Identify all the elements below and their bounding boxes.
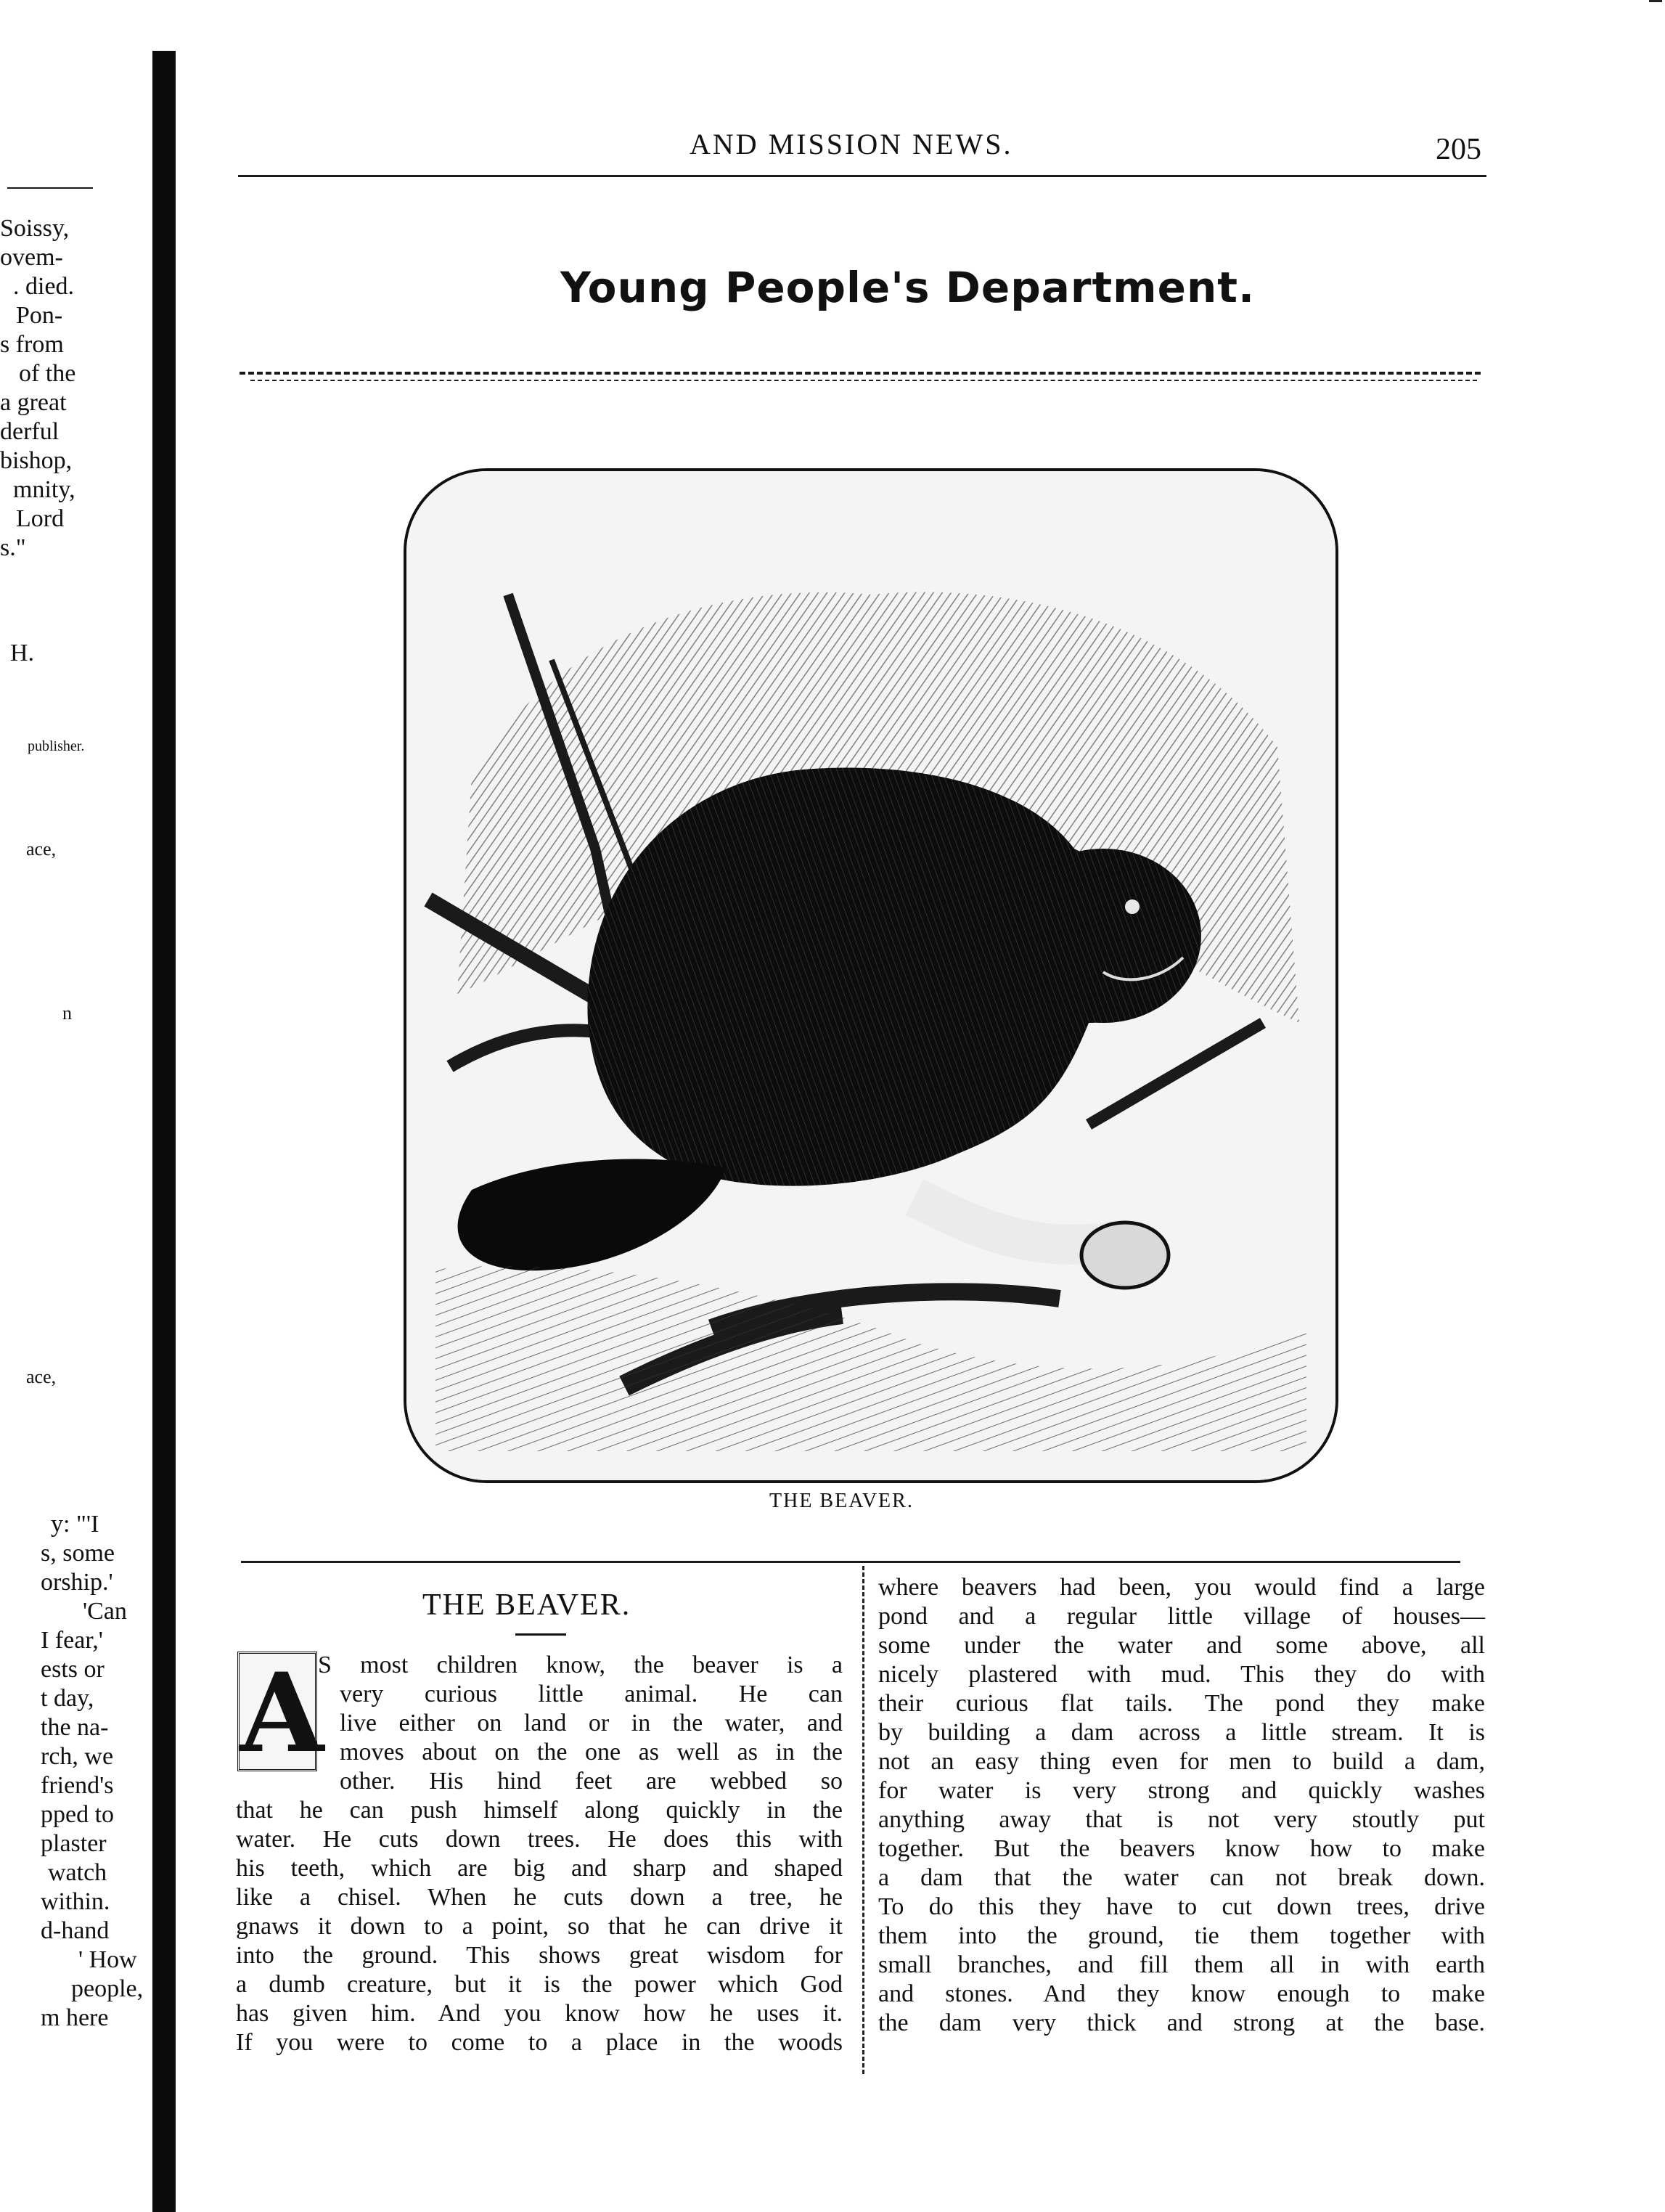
margin-line: a great <box>0 389 67 416</box>
column-divider <box>862 1566 864 2074</box>
margin-top-fragments <box>0 214 174 563</box>
heading-dash <box>515 1633 566 1636</box>
margin-line: people, <box>71 1975 144 2002</box>
margin-publisher: publisher. <box>28 738 85 754</box>
margin-line: . died. <box>13 273 75 300</box>
text-line: small branches, and fill them all in with earth <box>878 1951 1485 1978</box>
margin-line: Pon- <box>16 302 63 329</box>
margin-line: of the <box>19 360 76 387</box>
drop-cap: A <box>237 1652 317 1771</box>
margin-line: orship.' <box>41 1569 113 1596</box>
title-dashed-rule-1 <box>240 372 1481 375</box>
text-line: that he can push himself along quickly in the <box>236 1797 843 1824</box>
title-dashed-rule-2 <box>250 380 1477 381</box>
margin-line: bishop, <box>0 447 73 474</box>
margin-line: t day, <box>41 1685 94 1712</box>
text-line: the dam very thick and strong at the base. <box>878 2009 1485 2036</box>
page-edge-mark <box>1649 0 1662 2</box>
running-head: AND MISSION NEWS. <box>690 128 1013 160</box>
text-line: very curious little animal. He can <box>340 1681 843 1707</box>
text-line: for water is very strong and quickly washes <box>878 1777 1485 1804</box>
text-line: a dumb creature, but it is the power which God <box>236 1971 843 1998</box>
beaver-engraving <box>404 468 1338 1483</box>
text-line: has given him. And you know how he uses it. <box>236 2000 843 2027</box>
text-line: anything away that is not very stoutly put <box>878 1806 1485 1833</box>
margin-line: pped to <box>41 1801 115 1828</box>
text-line: their curious flat tails. The pond they make <box>878 1690 1485 1717</box>
text-line: his teeth, which are big and sharp and shaped <box>236 1855 843 1882</box>
margin-rule <box>7 187 93 189</box>
margin-line: y: "'I <box>51 1511 99 1538</box>
margin-line: rch, we <box>41 1743 114 1770</box>
margin-line: ests or <box>41 1656 105 1683</box>
text-line: If you were to come to a place in the woods <box>236 2029 843 2056</box>
margin-line: Lord <box>16 505 65 532</box>
margin-line: within. <box>41 1888 110 1915</box>
beaver-illustration <box>406 471 1335 1480</box>
text-line: moves about on the one as well as in the <box>340 1739 843 1766</box>
text-line: them into the ground, tie them together with <box>878 1922 1485 1949</box>
text-line: water. He cuts down trees. He does this with <box>236 1826 843 1853</box>
margin-ace-2: ace, <box>26 1366 57 1387</box>
margin-ace-1: ace, <box>26 838 57 860</box>
margin-line: d-hand <box>41 1917 110 1944</box>
text-line: S most children know, the beaver is a <box>318 1652 843 1678</box>
article-right-column <box>878 1573 1485 2096</box>
text-line: live either on land or in the water, and <box>340 1710 843 1736</box>
text-line: pond and a regular little village of houses— <box>878 1603 1485 1630</box>
margin-line: friend's <box>41 1772 114 1799</box>
margin-line: s, some <box>41 1540 115 1567</box>
margin-bottom-fragments <box>41 1510 215 2033</box>
margin-line: plaster <box>41 1830 107 1857</box>
margin-line: ovem- <box>0 244 63 271</box>
margin-line: the na- <box>41 1714 109 1741</box>
text-line: together. But the beavers know how to make <box>878 1835 1485 1862</box>
text-line: To do this they have to cut down trees, drive <box>878 1893 1485 1920</box>
margin-line: Soissy, <box>0 215 70 242</box>
margin-line: m here <box>41 2004 109 2031</box>
margin-n: n <box>62 1003 72 1024</box>
margin-line: watch <box>48 1859 107 1886</box>
text-line: where beavers had been, you would find a large <box>878 1574 1485 1601</box>
margin-initial: H. <box>10 640 35 666</box>
margin-line: ' How <box>78 1946 137 1973</box>
margin-line: s." <box>0 534 26 561</box>
text-line: like a chisel. When he cuts down a tree, he <box>236 1884 843 1911</box>
text-line: a dam that the water can not break down. <box>878 1864 1485 1891</box>
text-line: some under the water and some above, all <box>878 1632 1485 1659</box>
margin-line: I fear,' <box>41 1627 103 1654</box>
margin-line: s from <box>0 331 64 358</box>
article-heading: THE BEAVER. <box>422 1588 631 1622</box>
margin-line: 'Can <box>83 1598 127 1625</box>
department-title: Young People's Department. <box>560 263 1256 312</box>
figure-caption: THE BEAVER. <box>769 1490 914 1512</box>
page-number: 205 <box>1436 133 1481 166</box>
text-line: and stones. And they know enough to make <box>878 1980 1485 2007</box>
margin-line: derful <box>0 418 60 445</box>
header-rule <box>238 175 1486 177</box>
text-line: by building a dam across a little stream. It is <box>878 1719 1485 1746</box>
margin-line: mnity, <box>13 476 75 503</box>
text-line: nicely plastered with mud. This they do with <box>878 1661 1485 1688</box>
article-top-rule <box>241 1561 1460 1563</box>
text-line: other. His hind feet are webbed so <box>340 1768 843 1795</box>
text-line: gnaws it down to a point, so that he can drive it <box>236 1913 843 1940</box>
text-line: not an easy thing even for men to build a dam, <box>878 1748 1485 1775</box>
article-left-column <box>236 1639 843 2089</box>
text-line: into the ground. This shows great wisdom for <box>236 1942 843 1969</box>
